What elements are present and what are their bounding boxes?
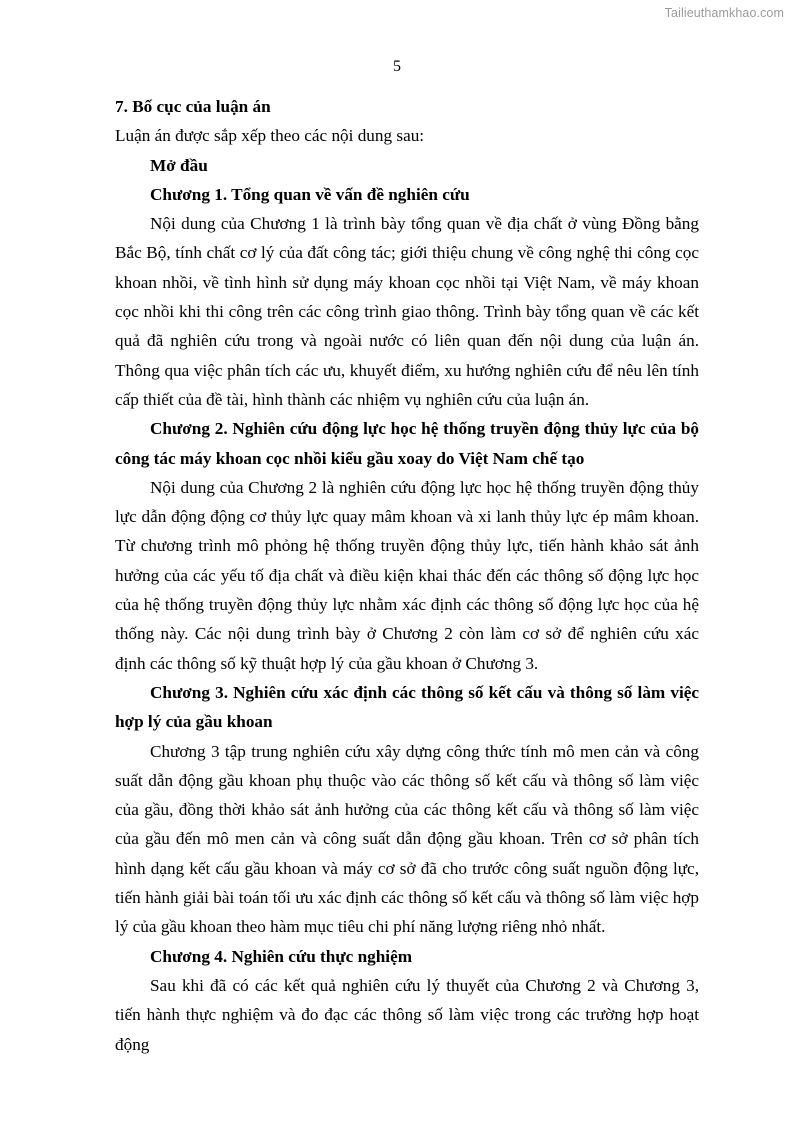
chapter-3-heading: Chương 3. Nghiên cứu xác định các thông số kết cấu và thông số làm việc hợp lý của gầu khoan: [115, 682, 699, 732]
intro-paragraph: Luận án được sắp xếp theo các nội dung sau:: [115, 126, 425, 146]
chapter-2-body: Nội dung của Chương 2 là nghiên cứu động lực học hệ thống truyền động thủy lực dẫn động động cơ thủy lực quay mâm khoan và xi lanh thủy lực ép mâm khoan. Từ chương trình mô phỏng hệ thống truyền động thủy lực, tiến hành khảo sát ảnh hưởng của các yếu tố địa chất và điều kiện khai thác đến các thông số động lực học của hệ thống truyền động thủy lực nhằm xác định các thông số động lực học của hệ thống này. Các nội dung trình bày ở Chương 2 còn làm cơ sở để nghiên cứu xác định các thông số kỹ thuật hợp lý của gầu khoan ở Chương 3.: [115, 477, 699, 673]
section-heading: 7. Bố cục của luận án: [115, 97, 271, 116]
chapter-1-body: Nội dung của Chương 1 là trình bày tổng quan về địa chất ở vùng Đồng bằng Bắc Bộ, tính chất cơ lý của đất công tác; giới thiệu chung về công nghệ thi công cọc khoan nhồi, về tình hình sử dụng máy khoan cọc nhồi tại Việt Nam, về máy khoan cọc nhồi khi thi công trên các công trình giao thông. Trình bày tổng quan về các kết quả đã nghiên cứu trong và ngoài nước có liên quan đến nội dung của luận án. Thông qua việc phân tích các ưu, khuyết điểm, xu hướng nghiên cứu để nêu lên tính cấp thiết của đề tài, hình thành các nhiệm vụ nghiên cứu của luận án.: [115, 214, 699, 409]
chapter-1-heading: Chương 1. Tổng quan về vấn đề nghiên cứu: [150, 184, 470, 204]
chapter-4-heading: Chương 4. Nghiên cứu thực nghiệm: [150, 946, 413, 966]
document-body: [115, 92, 699, 1059]
watermark-text: Tailieuthamkhao.com: [664, 6, 784, 20]
chapter-2-heading: Chương 2. Nghiên cứu động lực học hệ thống truyền động thủy lực của bộ công tác máy khoan cọc nhồi kiểu gầu xoay do Việt Nam chế tạo: [115, 419, 699, 468]
opening-heading: Mở đầu: [150, 155, 208, 175]
chapter-4-body: Sau khi đã có các kết quả nghiên cứu lý thuyết của Chương 2 và Chương 3, tiến hành thực nghiệm và đo đạc các thông số làm việc trong các trường hợp hoạt động: [115, 975, 699, 1054]
page-number: 5: [393, 58, 401, 75]
chapter-3-body: Chương 3 tập trung nghiên cứu xây dựng công thức tính mô men cản và công suất dẫn động gầu khoan phụ thuộc vào các thông số kết cấu và thông số làm việc của gầu, đồng thời khảo sát ảnh hưởng của các thông kết cấu và thông số làm việc của gầu đến mô men cản và công suất dẫn động gầu khoan. Trên cơ sở phân tích hình dạng kết cấu gầu khoan và máy cơ sở đã cho trước công suất nguồn động lực, tiến hành giải bài toán tối ưu xác định các thông số kết cấu và thông số làm việc hợp lý của gầu khoan theo hàm mục tiêu chi phí năng lượng riêng nhỏ nhất.: [115, 741, 699, 937]
